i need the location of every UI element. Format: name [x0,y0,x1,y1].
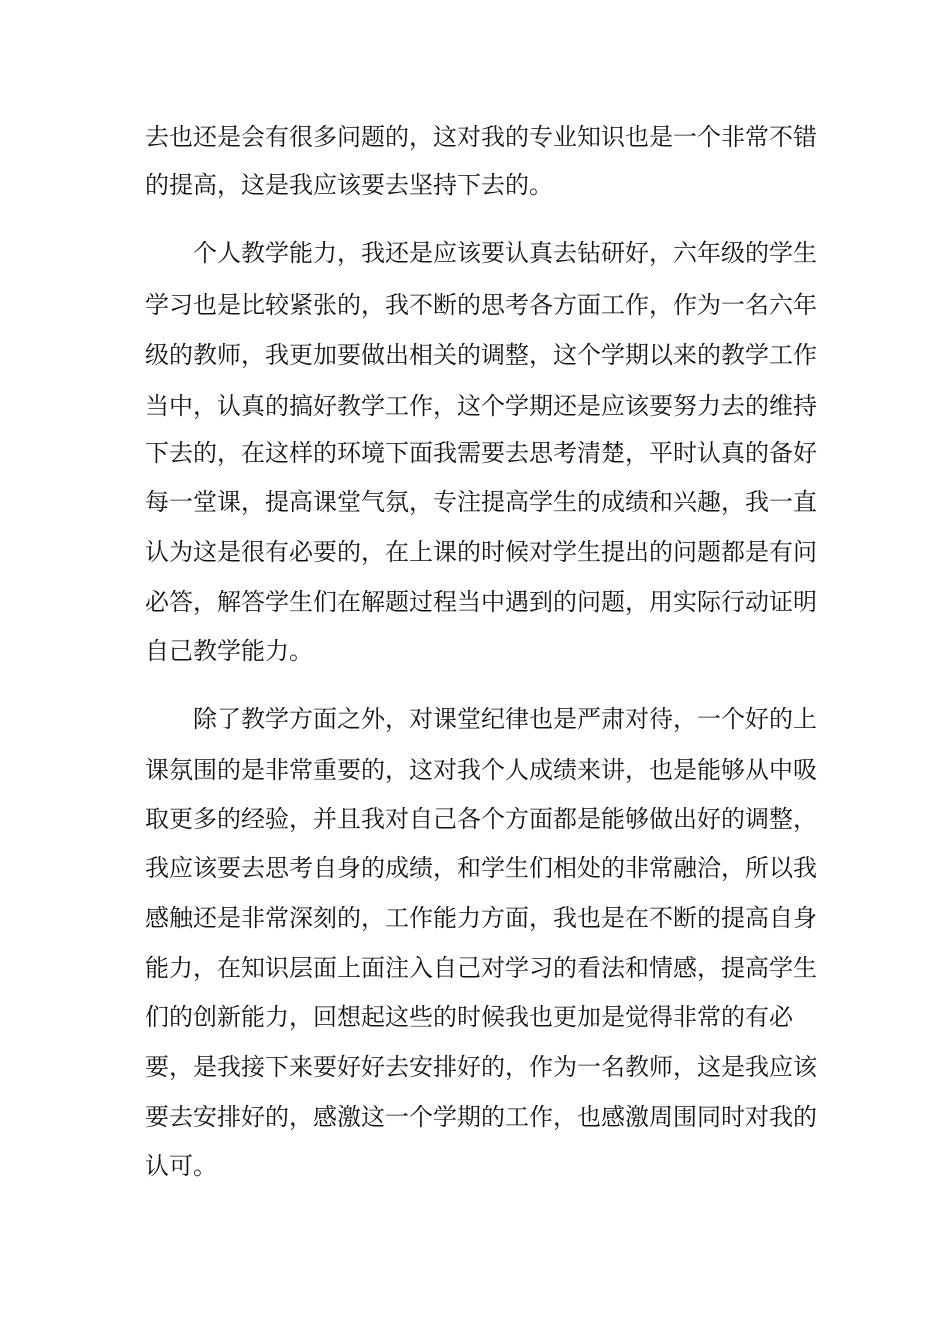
text-line: 自己教学能力。 [145,637,313,665]
text-line: 感触还是非常深刻的，工作能力方面，我也是在不断的提高自身 [145,904,817,932]
text-line: 要，是我接下来要好好去安排好的，作为一名教师，这是我应该 [145,1053,817,1081]
text-line: 们的创新能力，回想起这些的时候我也更加是觉得非常的有必 [145,1003,793,1031]
text-line: 下去的，在这样的环境下面我需要去思考清楚，平时认真的备好 [145,439,817,467]
paragraph-first-line: 个人教学能力，我还是应该要认真去钻研好，六年级的学生 [193,239,817,267]
text-line: 取更多的经验，并且我对自己各个方面都是能够做出好的调整， [145,805,817,833]
text-line: 当中，认真的搞好教学工作，这个学期还是应该要努力去的维持 [145,392,817,420]
text-line: 去也还是会有很多问题的，这对我的专业知识也是一个非常不错 [145,123,817,151]
text-line: 的提高，这是我应该要去坚持下去的。 [145,171,553,199]
text-line: 每一堂课，提高课堂气氛，专注提高学生的成绩和兴趣，我一直 [145,488,817,516]
text-line: 课氛围的是非常重要的，这对我个人成绩来讲，也是能够从中吸 [145,756,817,784]
text-line: 要去安排好的，感激这一个学期的工作，也感激周围同时对我的 [145,1103,817,1131]
paragraph-first-line: 除了教学方面之外，对课堂纪律也是严肃对待，一个好的上 [193,705,817,733]
text-line: 学习也是比较紧张的，我不断的思考各方面工作，作为一名六年 [145,291,817,319]
text-line: 能力，在知识层面上面注入自己对学习的看法和情感，提高学生 [145,954,817,982]
text-line: 我应该要去思考自身的成绩，和学生们相处的非常融洽，所以我 [145,854,817,882]
text-line: 认为这是很有必要的，在上课的时候对学生提出的问题都是有问 [145,538,817,566]
text-line: 必答，解答学生们在解题过程当中遇到的问题，用实际行动证明 [145,588,817,616]
text-line: 认可。 [145,1152,217,1180]
text-line: 级的教师，我更加要做出相关的调整，这个学期以来的教学工作 [145,341,817,369]
